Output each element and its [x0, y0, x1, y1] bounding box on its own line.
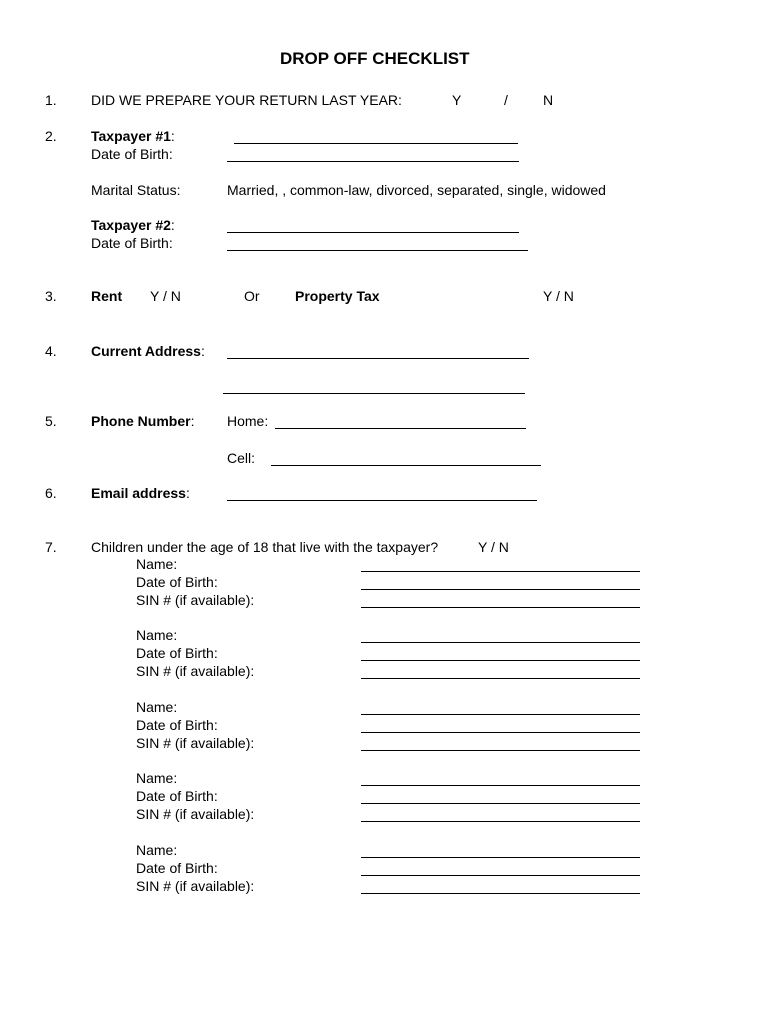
- property-tax-yn-option[interactable]: Y / N: [543, 288, 574, 304]
- taxpayer1-label-group: [91, 128, 175, 145]
- child-5-dob-label: Date of Birth:: [136, 860, 218, 876]
- child-5-name-field[interactable]: [361, 857, 640, 858]
- taxpayer1-colon: :: [170, 128, 175, 144]
- item-number-3: 3.: [45, 288, 57, 304]
- phone-number-label: Phone Number: [91, 413, 191, 429]
- email-colon: :: [185, 485, 190, 501]
- current-address-field-line1[interactable]: [227, 358, 529, 359]
- child-5-name-label: Name:: [136, 842, 178, 858]
- rent-yn-option[interactable]: Y / N: [150, 288, 181, 304]
- child-3-name-field[interactable]: [361, 714, 640, 715]
- child-5-dob-field[interactable]: [361, 875, 640, 876]
- item-number-5: 5.: [45, 413, 57, 429]
- child-3-sin-field[interactable]: [361, 750, 640, 751]
- child-1-name-field[interactable]: [361, 571, 640, 572]
- child-1-dob-field[interactable]: [361, 589, 640, 590]
- property-tax-label: Property Tax: [295, 288, 380, 304]
- child-2-name-label: Name:: [136, 627, 178, 643]
- child-2-dob-field[interactable]: [361, 660, 640, 661]
- children-yn-option[interactable]: Y / N: [478, 539, 509, 555]
- taxpayer2-label-group: [91, 217, 175, 234]
- child-3-dob-label: Date of Birth:: [136, 717, 218, 733]
- email-field[interactable]: [227, 500, 537, 501]
- child-4-sin-field[interactable]: [361, 821, 640, 822]
- item-number-1: 1.: [45, 92, 57, 108]
- child-3-dob-field[interactable]: [361, 732, 640, 733]
- phone-number-colon: :: [190, 413, 195, 429]
- home-phone-label: Home:: [227, 413, 269, 429]
- taxpayer2-name-field[interactable]: [227, 232, 519, 233]
- child-1-name-label: Name:: [136, 556, 178, 572]
- prepared-no-option[interactable]: N: [543, 92, 554, 108]
- item-number-7: 7.: [45, 539, 57, 555]
- current-address-colon: :: [200, 343, 205, 359]
- child-2-sin-field[interactable]: [361, 678, 640, 679]
- child-2-dob-label: Date of Birth:: [136, 645, 218, 661]
- taxpayer1-label: Taxpayer #1: [91, 128, 171, 144]
- item-number-4: 4.: [45, 343, 57, 359]
- prepared-slash: /: [504, 92, 508, 108]
- child-1-sin-label: SIN # (if available):: [136, 592, 255, 608]
- child-5-sin-label: SIN # (if available):: [136, 878, 255, 894]
- or-label: Or: [244, 288, 260, 304]
- taxpayer1-name-field[interactable]: [234, 143, 518, 144]
- child-3-sin-label: SIN # (if available):: [136, 735, 255, 751]
- home-phone-field[interactable]: [275, 428, 526, 429]
- current-address-field-line2[interactable]: [223, 393, 525, 394]
- child-4-dob-label: Date of Birth:: [136, 788, 218, 804]
- cell-phone-field[interactable]: [271, 465, 541, 466]
- prepared-last-year-question: DID WE PREPARE YOUR RETURN LAST YEAR:: [91, 92, 402, 108]
- child-2-name-field[interactable]: [361, 642, 640, 643]
- item-number-6: 6.: [45, 485, 57, 501]
- child-1-dob-label: Date of Birth:: [136, 574, 218, 590]
- taxpayer2-colon: :: [170, 217, 175, 233]
- cell-phone-label: Cell:: [227, 450, 256, 466]
- page-title: DROP OFF CHECKLIST: [280, 49, 470, 68]
- child-2-sin-label: SIN # (if available):: [136, 663, 255, 679]
- child-4-name-field[interactable]: [361, 785, 640, 786]
- taxpayer2-dob-field[interactable]: [227, 250, 528, 251]
- taxpayer1-dob-field[interactable]: [227, 161, 519, 162]
- item-number-2: 2.: [45, 128, 57, 144]
- rent-label: Rent: [91, 288, 123, 304]
- taxpayer2-dob-label: Date of Birth:: [91, 235, 173, 251]
- current-address-label: Current Address: [91, 343, 201, 359]
- child-5-sin-field[interactable]: [361, 893, 640, 894]
- taxpayer2-label: Taxpayer #2: [91, 217, 171, 233]
- taxpayer1-dob-label: Date of Birth:: [91, 146, 173, 162]
- marital-status-label: Marital Status:: [91, 182, 181, 198]
- email-label-group: [91, 485, 190, 502]
- child-1-sin-field[interactable]: [361, 607, 640, 608]
- child-4-name-label: Name:: [136, 770, 178, 786]
- email-label: Email address: [91, 485, 186, 501]
- marital-status-options[interactable]: Married, , common-law, divorced, separated, single, widowed: [227, 182, 606, 198]
- children-question: Children under the age of 18 that live with the taxpayer?: [91, 539, 439, 555]
- prepared-yes-option[interactable]: Y: [452, 92, 462, 108]
- current-address-label-group: [91, 343, 205, 360]
- child-3-name-label: Name:: [136, 699, 178, 715]
- child-4-dob-field[interactable]: [361, 803, 640, 804]
- child-4-sin-label: SIN # (if available):: [136, 806, 255, 822]
- phone-number-label-group: [91, 413, 194, 430]
